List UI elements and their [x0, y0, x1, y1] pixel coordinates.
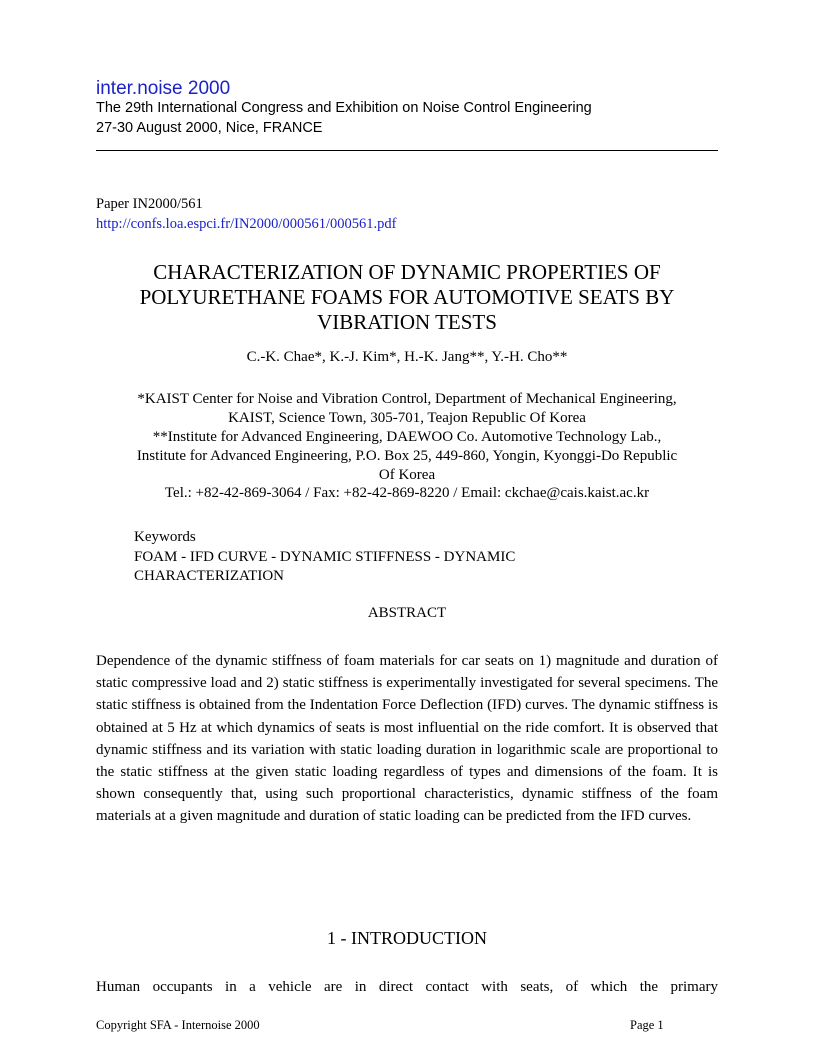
keywords-label: Keywords	[134, 529, 196, 545]
affiliation-line: Institute for Advanced Engineering, P.O. Box 25, 449-860, Yongin, Kyonggi-Do Republic	[136, 448, 678, 464]
affiliation-line: Of Korea	[378, 467, 436, 483]
footer-copyright: Copyright SFA - Internoise 2000	[96, 1018, 260, 1032]
keywords: FOAM - IFD CURVE - DYNAMIC STIFFNESS - DYNAMIC CHARACTERIZATION	[134, 549, 516, 584]
title-line: POLYURETHANE FOAMS FOR AUTOMOTIVE SEATS BY	[139, 285, 675, 309]
paper-url-link[interactable]: http://confs.loa.espci.fr/IN2000/000561/000561.pdf	[96, 216, 397, 232]
header-divider	[96, 150, 718, 151]
title-line: VIBRATION TESTS	[317, 310, 497, 334]
paper-id: Paper IN2000/561	[96, 196, 203, 212]
paper-title	[96, 260, 718, 335]
conference-name: inter.noise 2000	[96, 78, 231, 99]
conference-dates: 27-30 August 2000, Nice, FRANCE	[96, 120, 323, 136]
affiliation-line: *KAIST Center for Noise and Vibration Control, Department of Mechanical Engineering,	[137, 391, 677, 407]
introduction-body: Human occupants in a vehicle are in direct contact with seats, of which the primary	[96, 979, 718, 995]
affiliation-line: KAIST, Science Town, 305-701, Teajon Republic Of Korea	[228, 410, 586, 426]
introduction-heading: 1 - INTRODUCTION	[327, 928, 487, 948]
affiliation-line: **Institute for Advanced Engineering, DAEWOO Co. Automotive Technology Lab.,	[152, 429, 662, 445]
contact-info: Tel.: +82-42-869-3064 / Fax: +82-42-869-8220 / Email: ckchae@cais.kaist.ac.kr	[164, 485, 650, 501]
conference-full-name: The 29th International Congress and Exhibition on Noise Control Engineering	[96, 100, 592, 116]
authors: C.-K. Chae*, K.-J. Kim*, H.-K. Jang**, Y.-H. Cho**	[246, 349, 568, 365]
footer-page-number: Page 1	[630, 1018, 664, 1032]
affiliations	[96, 390, 718, 485]
abstract-body: Dependence of the dynamic stiffness of foam materials for car seats on 1) magnitude and duration of static compressive load and 2) static stiffness is experimentally investigated for several specimens. The static stiffness is obtained from the Indentation Force Deflection (IFD) curves. The dynamic stiffness is obtained at 5 Hz at which dynamics of seats is most influential on the ride comfort. It is observed that dynamic stiffness and its variation with static loading duration in logarithmic scale are proportional to the static stiffness at the given static loading regardless of types and dimensions of the foam. It is shown consequently that, using such proportional characteristics, dynamic stiffness of the foam materials at a given magnitude and duration of static loading can be predicted from the IFD curves.	[96, 653, 718, 825]
abstract-heading: ABSTRACT	[367, 605, 447, 621]
title-line: CHARACTERIZATION OF DYNAMIC PROPERTIES OF	[153, 260, 661, 284]
